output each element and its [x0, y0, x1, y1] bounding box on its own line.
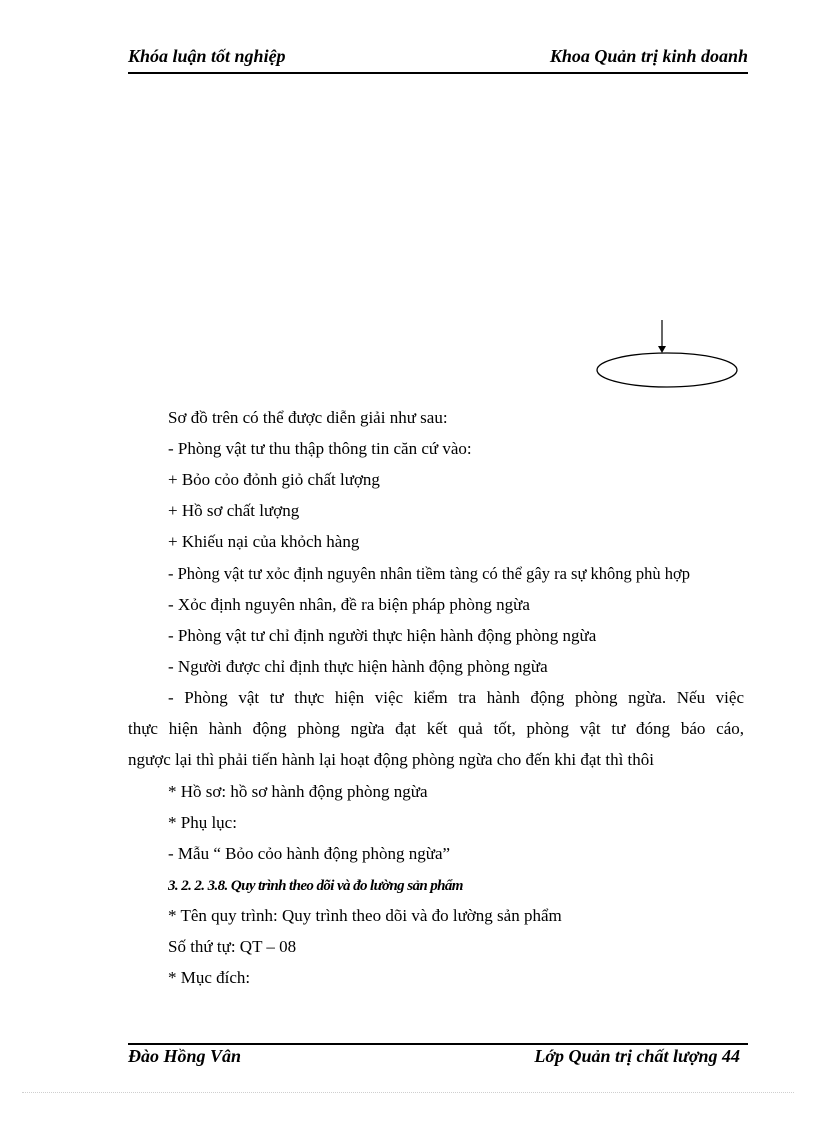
footer-left-text: Đào Hồng Vân: [128, 1046, 242, 1066]
body-line-5: + Khiếu nại của khỏch hàng: [168, 532, 360, 551]
body-line-7: - Xỏc định nguyên nhân, đề ra biện pháp phòng ngừa: [168, 595, 530, 614]
footer-rule: [128, 1043, 748, 1045]
body-line-18: Số thứ tự: QT – 08: [168, 937, 297, 956]
body-line-3: + Bỏo cỏo đỏnh giỏ chất lượng: [168, 470, 380, 489]
header-left-text: Khóa luận tốt nghiệp: [128, 46, 286, 66]
body-line-2: - Phòng vật tư thu thập thông tin căn cứ vào:: [168, 439, 472, 458]
body-line-6: - Phòng vật tư xỏc định nguyên nhân tiềm tàng có thể gây ra sự không phù hợp: [168, 564, 690, 583]
page-footer: [128, 1046, 748, 1072]
body-line-8: - Phòng vật tư chỉ định người thực hiện hành động phòng ngừa: [168, 626, 597, 645]
header-rule: [128, 72, 748, 74]
body-line-15: - Mẫu “ Bỏo cỏo hành động phòng ngừa”: [168, 844, 451, 863]
body-line-9: - Người được chỉ định thực hiện hành động phòng ngừa: [168, 657, 548, 676]
body-line-4: + Hồ sơ chất lượng: [168, 501, 300, 520]
flow-arrow-head: [658, 346, 666, 353]
body-line-14: * Phụ lục:: [168, 813, 237, 832]
footer-right-text: Lớp Quản trị chất lượng 44: [534, 1046, 740, 1066]
body-line-13: * Hồ sơ: hồ sơ hành động phòng ngừa: [168, 782, 428, 801]
flow-end-ellipse: [597, 353, 737, 387]
body-line-1: Sơ đồ trên có thể được diễn giải như sau:: [168, 408, 448, 427]
flowchart-fragment: [590, 318, 750, 398]
body-line-12: ngược lại thì phải tiến hành lại hoạt động phòng ngừa cho đến khi đạt thì thôi: [128, 750, 654, 769]
body-line-19: * Mục đích:: [168, 968, 251, 987]
body-line-10: - Phòng vật tư thực hiện việc kiểm tra hành động phòng ngừa. Nếu việc: [168, 688, 744, 707]
page-edge-dotted-line: [22, 1092, 794, 1093]
page-header: [128, 46, 748, 72]
body-line-11: thực hiện hành động phòng ngừa đạt kết quả tốt, phòng vật tư đóng báo cáo,: [128, 719, 744, 738]
body-line-17: * Tên quy trình: Quy trình theo dõi và đo lường sản phẩm: [168, 906, 562, 925]
section-heading: 3. 2. 2. 3.8. Quy trình theo dõi và đo lường sản phẩm: [168, 878, 463, 894]
header-right-text: Khoa Quản trị kinh doanh: [549, 46, 748, 66]
